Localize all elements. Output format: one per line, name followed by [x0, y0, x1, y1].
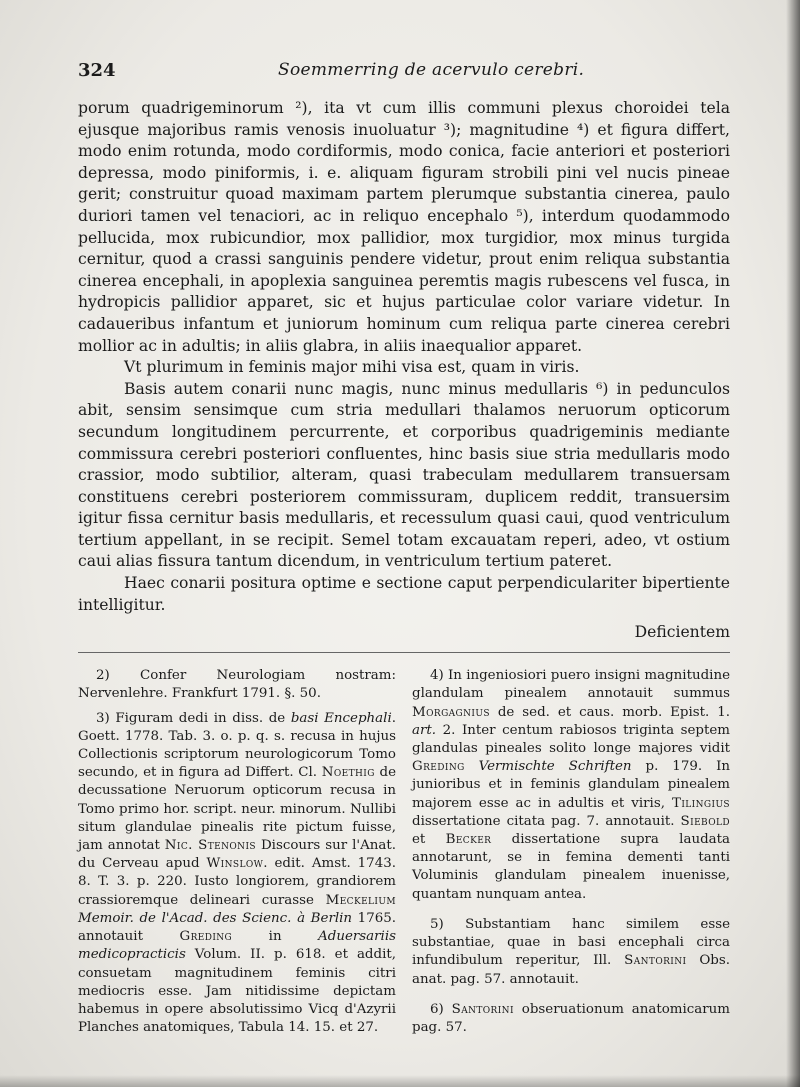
- footnote-3-author: Noethig: [321, 765, 375, 781]
- footnote-6: [412, 1001, 730, 1037]
- footnote-3-author: Greding: [179, 929, 233, 945]
- footnote-3-text: . edit. Amst. 1743. 8. T. 3. p. 220. Iusto longiorem, grandiorem crassioremque delineari curasse: [78, 856, 396, 908]
- footnote-3-text: 1765. annotauit: [78, 910, 397, 945]
- running-title: Soemmerring de acervulo cerebri.: [278, 60, 585, 80]
- footnote-4-title: art.: [412, 722, 437, 738]
- footnote-4-author: Becker: [445, 832, 492, 848]
- catchword: Deficientem: [634, 623, 730, 642]
- footnote-divider: [78, 652, 730, 653]
- paragraph-2: Vt plurimum in feminis major mihi visa est, quam in viris.: [124, 358, 580, 377]
- footnote-6-text: 6): [430, 1001, 452, 1017]
- footnote-4-text: 2. Inter centum rabiosos triginta septem glandulas pineales solito longe majores vidit: [412, 722, 730, 757]
- footnote-3-text: de decussatione Neruorum opticorum recusa in Tomo primo hor. script. neur. minorum. Nullibi situm glandulae pinealis rite pictum fuisse, jam annotat: [78, 765, 396, 854]
- footnote-5-text: 5) Substantiam hanc similem esse substantiae, quae in basi encephali circa infundibulum reperitur, Ill.: [412, 916, 730, 969]
- footnote-3-text: 3) Figuram dedi in diss. de: [96, 710, 291, 726]
- paragraph-3: Basis autem conarii nunc magis, nunc minus medullaris ⁶) in pedunculos abit, sensim sensimque cum stria medullari thalamos neruorum opticorum secundum longitudinem percurrente, et corporibus quadrigeminis mediante commissura cerebri posteriori confluentes, hinc basis siue stria medullaris modo crassior, modo subtilior, alteram, quasi trabeculam medullarem transuersam constituens cerebri posteriorem commissuram, duplicem reddit, transuersim igitur fissa cernitur basis medullaris, et recessulum quasi caui, quod ventriculum tertium appellant, in se recipit. Semel totam excauatam reperi, adeo, vt ostium caui alias fissura tantum dicendum, in ventriculum tertium pateret.: [78, 379, 730, 571]
- footnote-4: [412, 667, 730, 904]
- footnote-3-text: Discours sur l'Anat. du Cerveau apud: [78, 838, 396, 872]
- main-text: [78, 98, 730, 616]
- footnote-3-author: Winslow: [206, 856, 264, 872]
- footnote-6-text: obseruationum anatomicarum pag. 57.: [412, 1001, 730, 1035]
- paragraph-1: porum quadrigeminorum ²), ita vt cum illis communi plexus choroidei tela ejusque majoribus ramis venosis inuoluatur ³); magnitudine ⁴) et figura differt, modo enim rotunda, modo cordiformis, modo conica, facie anteriori et posteriori depressa, modo piniformis, i. e. aliquam figuram strobili pini vel nucis pineae gerit; construitur quoad maximam partem plerumque substantia cinerea, paulo duriori tamen vel tenaciori, ac in reliquo encephalo ⁵), interdum quodammodo pellucida, mox rubicundior, mox pallidior, mox turgidior, mox minus turgida cernitur, quod a crassi sanguinis pendere videtur, prout enim reliqua substantia cinerea encephali, in apoplexia sanguinea peremtis magis rubescens vel fusca, in hydropicis pallidior apparet, sic et hujus particulae color variare videtur. In cadaueribus infantum et juniorum hominum cum reliqua parte cinerea cerebri mollior ac in adultis; in aliis glabra, in aliis inaequalior apparet.: [78, 99, 730, 355]
- footnote-3-text: in: [232, 929, 319, 945]
- page-edge-shadow: [786, 0, 800, 1087]
- footnote-5-author: Santorini: [624, 953, 687, 969]
- footnote-3-text: . Goett. 1778. Tab. 3. o. p. q. s. recusa in hujus Collectionis scriptorum neurologicorum Tomo secundo, et in figura ad Differt. Cl.: [78, 710, 396, 781]
- page-header: [78, 44, 730, 84]
- footnote-3-title: basi Encephali: [290, 710, 392, 726]
- footnote-5-text: Obs. anat. pag. 57. annotauit.: [412, 953, 731, 987]
- paragraph-4: Haec conarii positura optime e sectione caput perpendiculariter bipertiente intelligitur.: [78, 574, 730, 614]
- footnote-4-text: [465, 759, 479, 774]
- footnote-4-text: de sed. et caus. morb. Epist. 1.: [489, 704, 730, 720]
- footnote-3-title: Aduersariis medicopracticis: [78, 929, 396, 963]
- footnote-6-author: Santorini: [451, 1001, 514, 1017]
- footnote-4-text: dissertatione citata pag. 7. annotauit.: [412, 813, 681, 829]
- footnote-4-author: Tilingius: [672, 795, 730, 811]
- footnote-4-text: et: [412, 832, 446, 848]
- footnote-4-author: Siebold: [680, 813, 730, 829]
- footnote-3-text: Volum. II. p. 618. et addit, consuetam magnitudinem feminis citri mediocris esse. Jam nitidissime depictam habemus in opere absolutissimo Vicq d'Azyrii Planches anatomiques, Tabula 14. 15. et 27.: [78, 947, 396, 1036]
- footnotes-left-column: [78, 667, 396, 1043]
- footnotes-right-column: [412, 667, 730, 1043]
- footnote-2: 2) Confer Neurologiam nostram: Nervenlehre. Frankfurt 1791. §. 50.: [78, 668, 396, 702]
- footnote-3: [78, 710, 396, 1038]
- footnote-4-author: Morgagnius: [412, 704, 490, 720]
- footnote-4-text: 4) In ingeniosiori puero insigni magnitudine glandulam pinealem annotauit summus: [412, 668, 730, 702]
- footnote-5: [412, 916, 730, 989]
- page-number: 324: [78, 60, 116, 81]
- footnote-3-author: Meckelium: [325, 892, 396, 908]
- footnote-4-text: dissertatione supra laudata annotarunt, se in femina dementi tanti Voluminis glandulam pinealem inuenisse, quantam nunquam antea.: [412, 832, 730, 902]
- footnote-3-title: Memoir. de l'Acad. des Scienc. à Berlin: [78, 910, 353, 926]
- footnote-3-author: Nic. Stenonis: [164, 838, 256, 854]
- footnotes: [78, 667, 730, 1043]
- footnote-4-text: p. 179. In junioribus et in feminis glandulam pinealem majorem esse ac in adultis et viris,: [412, 759, 731, 811]
- footnote-4-title: Vermischte Schriften: [478, 759, 632, 775]
- footnote-4-author: Greding: [412, 759, 465, 775]
- page-bottom-shadow: [0, 1075, 800, 1087]
